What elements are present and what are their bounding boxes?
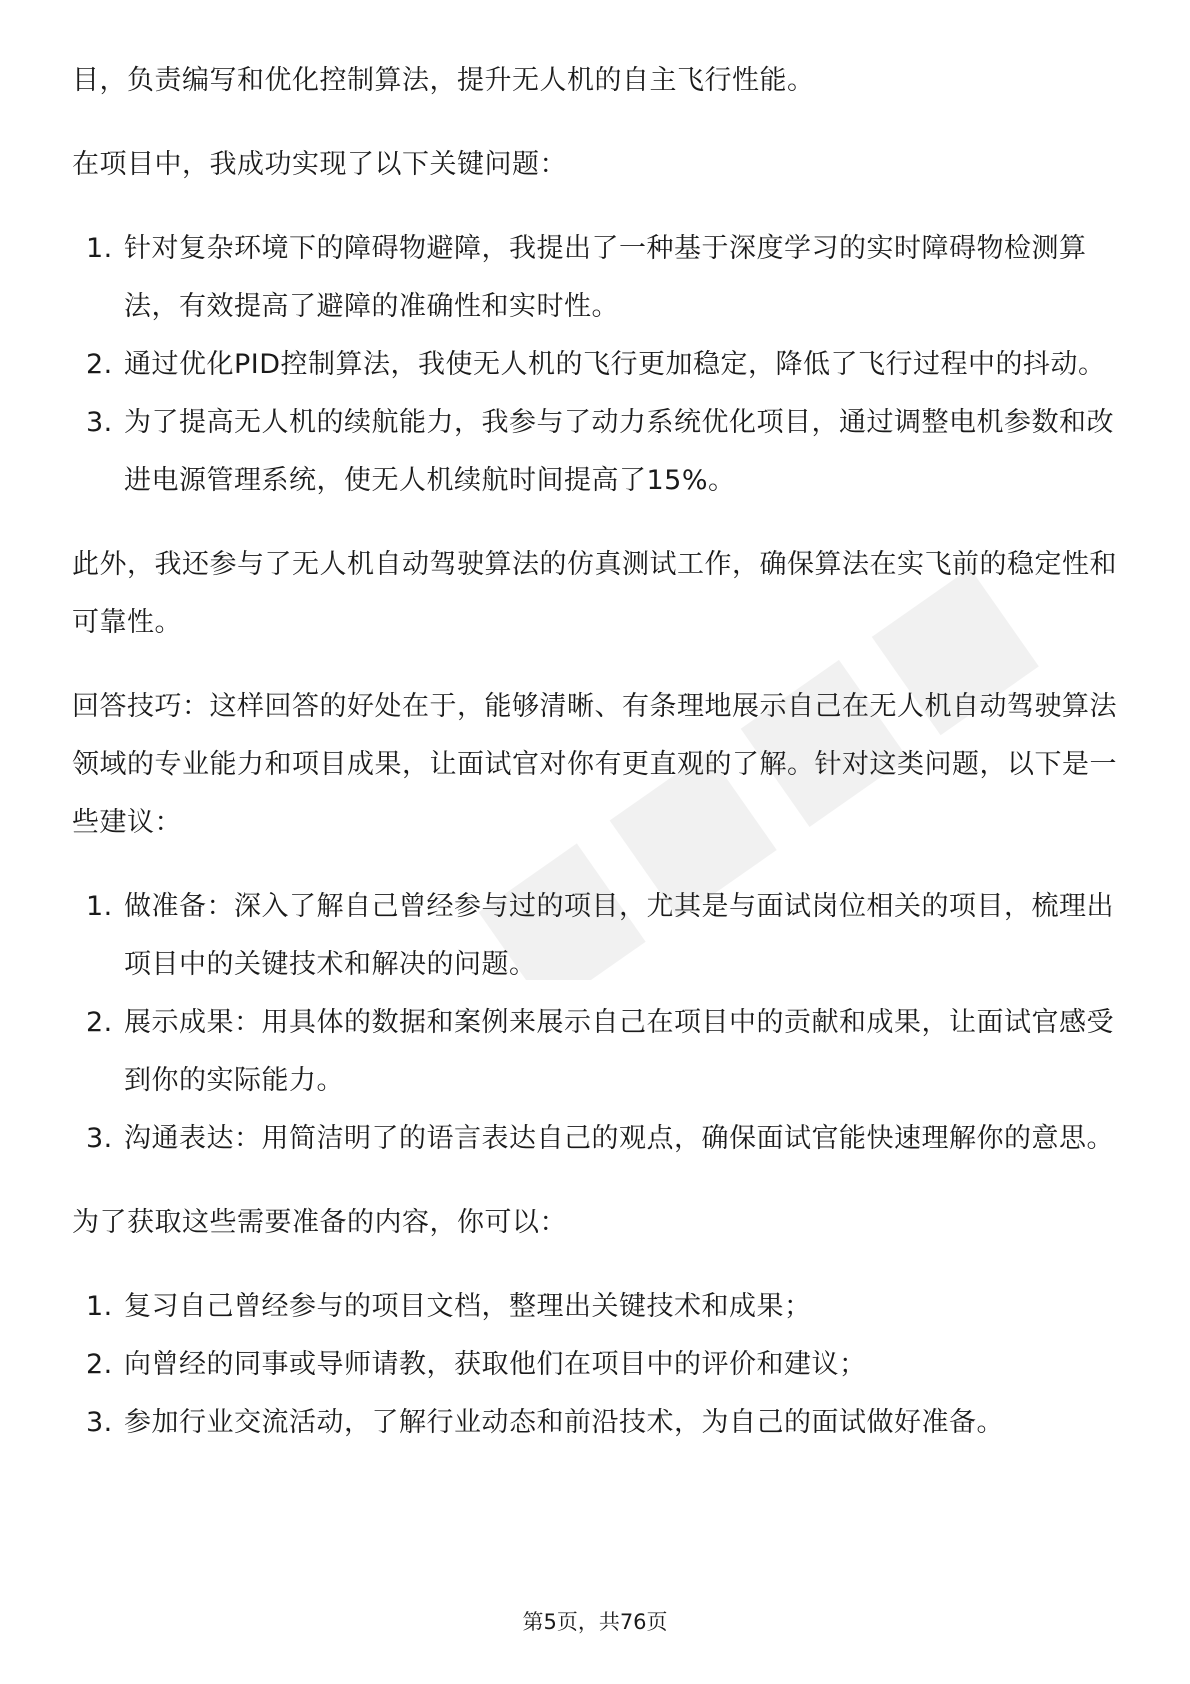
list-number: 3. — [86, 407, 113, 438]
tips-paragraph: 回答技巧：这样回答的好处在于，能够清晰、有条理地展示自己在无人机自动驾驶算法领域的专业能力和项目成果，让面试官对你有更直观的了解。针对这类问题，以下是一些建议： — [72, 691, 1117, 838]
intro-paragraph: 目，负责编写和优化控制算法，提升无人机的自主飞行性能。 — [72, 65, 815, 96]
achievements-list — [72, 220, 1122, 510]
list-item — [72, 1278, 1122, 1336]
list-item — [72, 878, 1122, 994]
extra-paragraph: 此外，我还参与了无人机自动驾驶算法的仿真测试工作，确保算法在实飞前的稳定性和可靠性。 — [72, 549, 1117, 638]
list-item-text: 沟通表达：用简洁明了的语言表达自己的观点，确保面试官能快速理解你的意思。 — [124, 1123, 1114, 1154]
list-item — [72, 1336, 1122, 1394]
list-item-text: 做准备：深入了解自己曾经参与过的项目，尤其是与面试岗位相关的项目，梳理出项目中的关键技术和解决的问题。 — [124, 891, 1114, 980]
list-item-text: 向曾经的同事或导师请教，获取他们在项目中的评价和建议； — [124, 1349, 867, 1380]
list-number: 1. — [86, 891, 113, 922]
list-number: 2. — [86, 1349, 113, 1380]
list-item-text: 复习自己曾经参与的项目文档，整理出关键技术和成果； — [124, 1291, 812, 1322]
preparation-list — [72, 1278, 1122, 1452]
list-number: 3. — [86, 1407, 113, 1438]
list-item — [72, 394, 1122, 510]
list-item — [72, 220, 1122, 336]
list-item-text: 展示成果：用具体的数据和案例来展示自己在项目中的贡献和成果，让面试官感受到你的实际能力。 — [124, 1007, 1114, 1096]
suggestions-list — [72, 878, 1122, 1168]
list-number: 3. — [86, 1123, 113, 1154]
list-number: 1. — [86, 233, 113, 264]
list-item — [72, 1394, 1122, 1452]
list-item-text: 为了提高无人机的续航能力，我参与了动力系统优化项目，通过调整电机参数和改进电源管理系统，使无人机续航时间提高了15%。 — [124, 407, 1114, 496]
list-item-text: 参加行业交流活动，了解行业动态和前沿技术，为自己的面试做好准备。 — [124, 1407, 1004, 1438]
list-item-text: 针对复杂环境下的障碍物避障，我提出了一种基于深度学习的实时障碍物检测算法，有效提高了避障的准确性和实时性。 — [124, 233, 1087, 322]
list-number: 1. — [86, 1291, 113, 1322]
list-number: 2. — [86, 349, 113, 380]
list-item — [72, 336, 1122, 394]
document-body — [72, 52, 1122, 1478]
list-item — [72, 994, 1122, 1110]
page-number: 第5页，共76页 — [522, 1610, 668, 1634]
section3-lead: 为了获取这些需要准备的内容，你可以： — [72, 1207, 567, 1238]
list-item-text: 通过优化PID控制算法，我使无人机的飞行更加稳定，降低了飞行过程中的抖动。 — [124, 349, 1106, 380]
section1-lead: 在项目中，我成功实现了以下关键问题： — [72, 149, 567, 180]
list-item — [72, 1110, 1122, 1168]
list-number: 2. — [86, 1007, 113, 1038]
